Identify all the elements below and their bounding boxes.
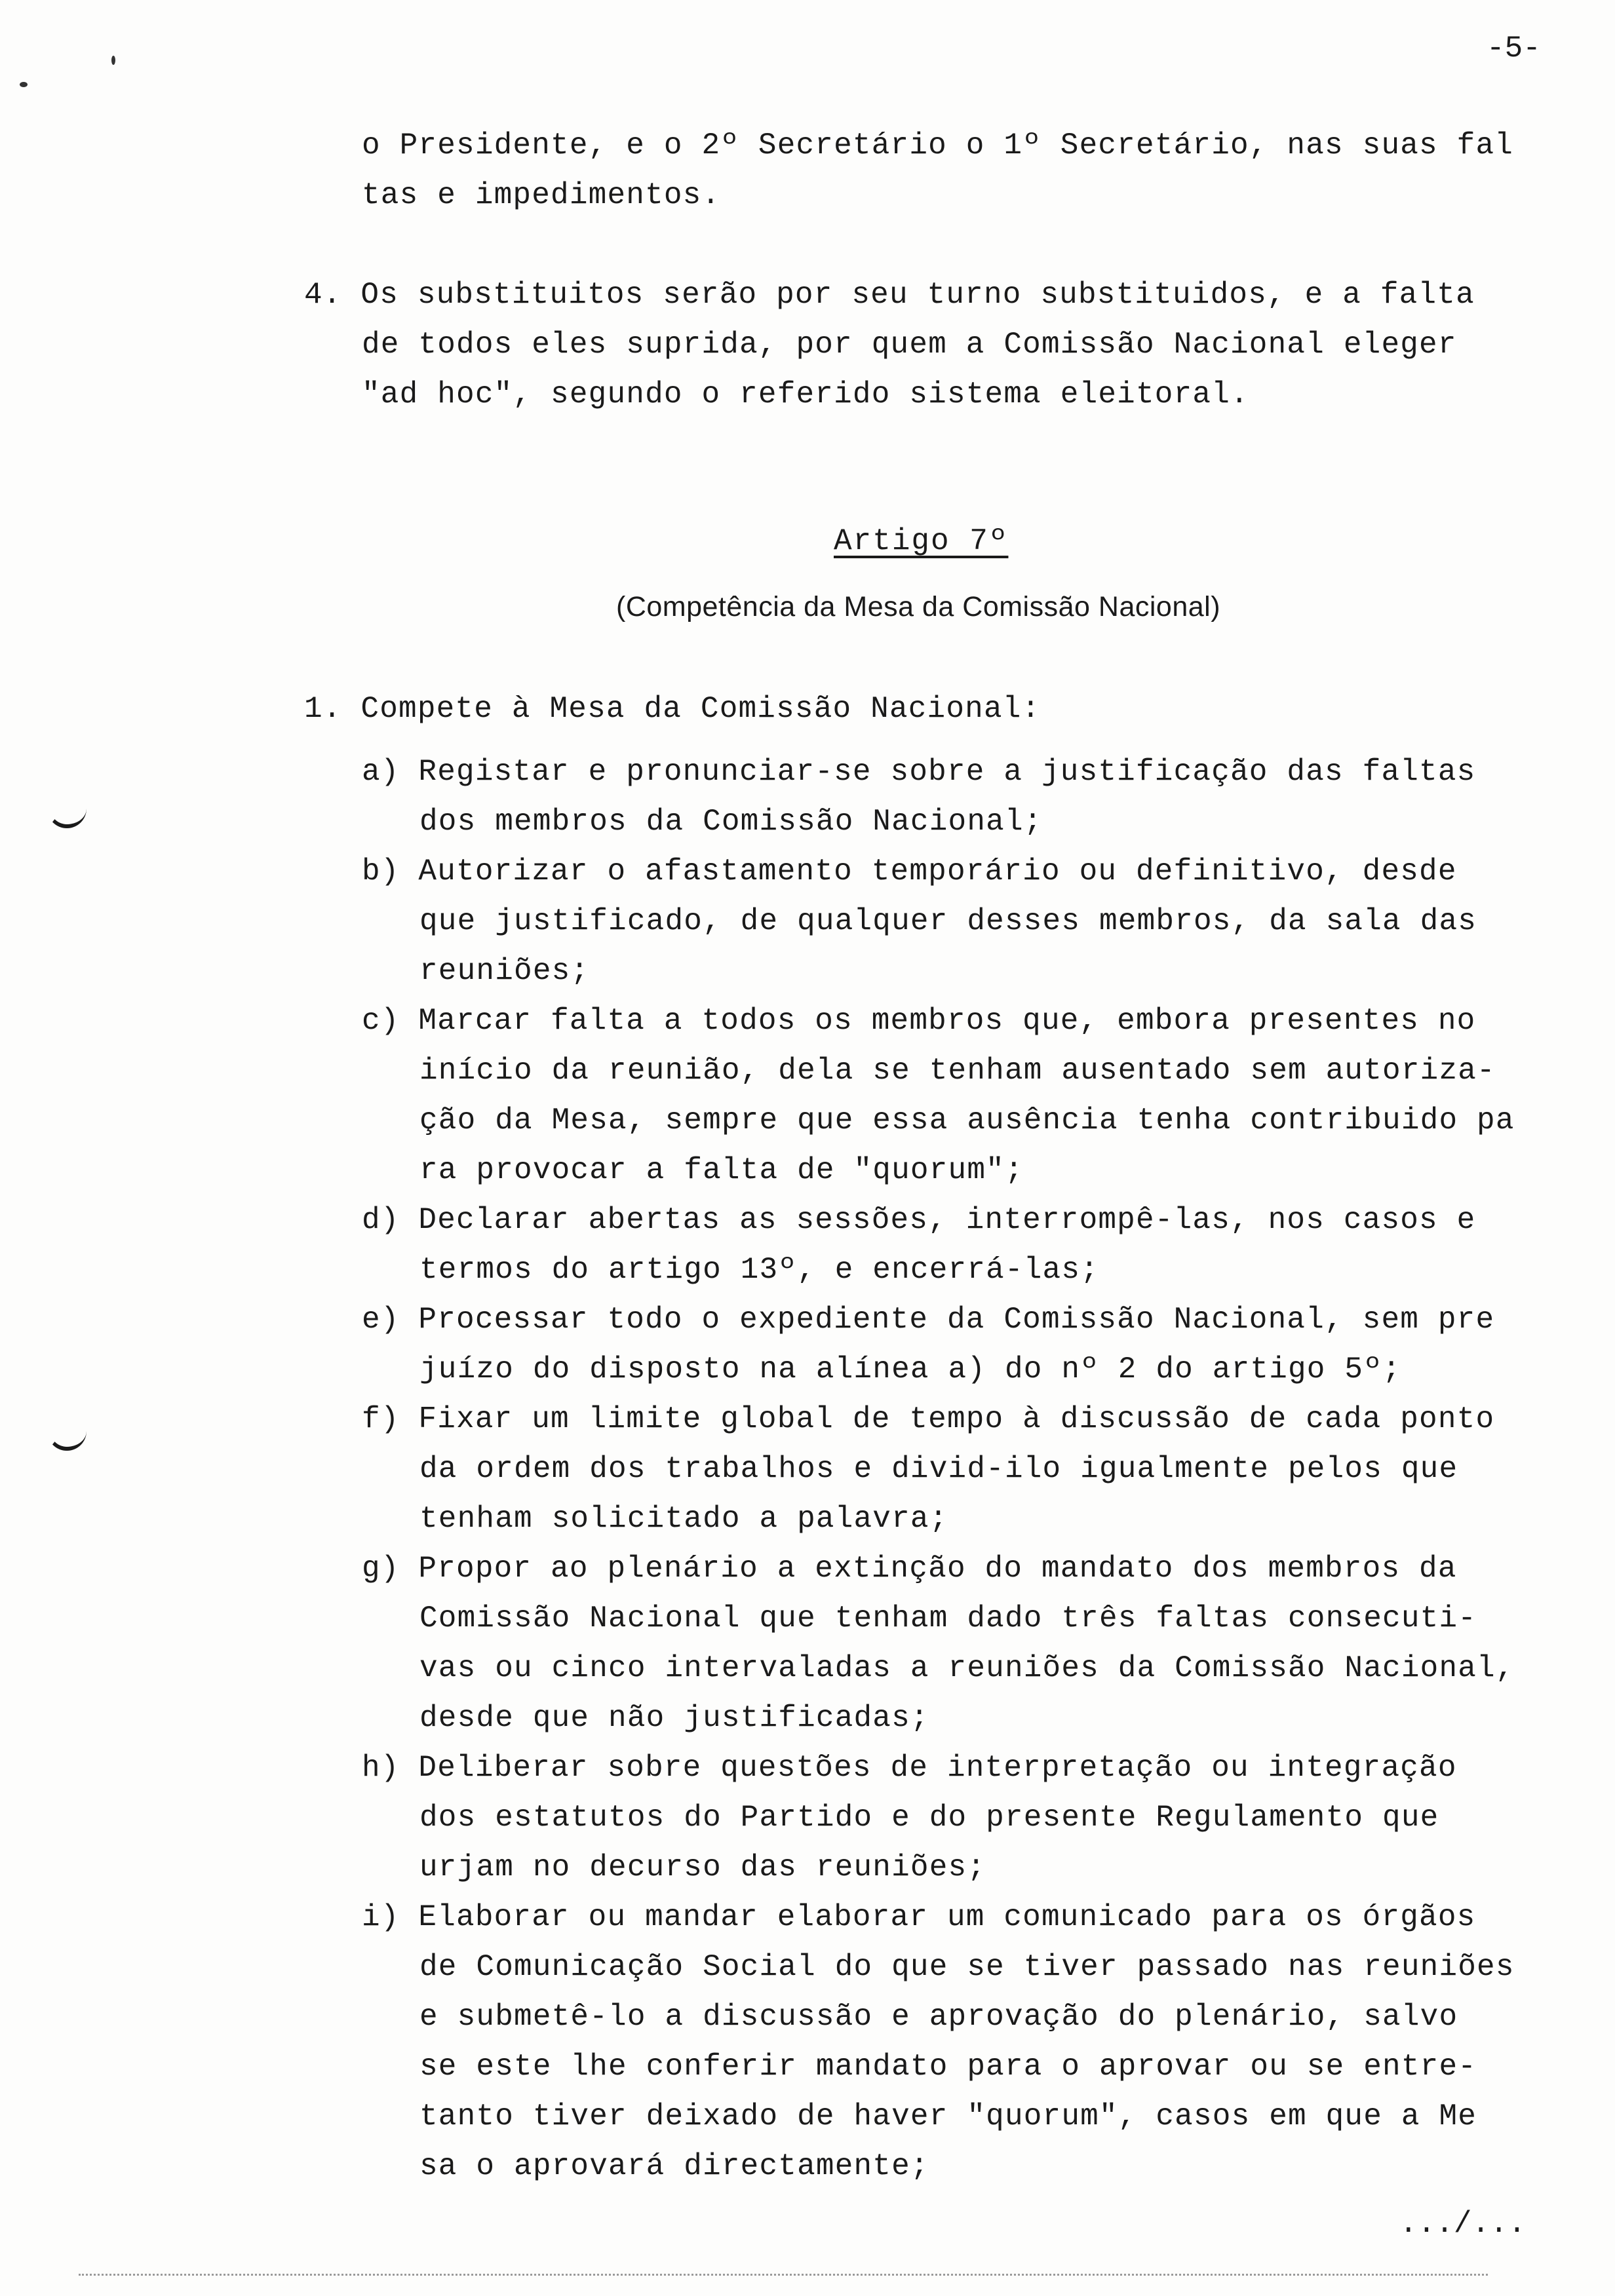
clause-intro: 1. Compete à Mesa da Comissão Nacional: (304, 692, 1041, 726)
text-line: "ad hoc", segundo o referido sistema eleitoral. (362, 377, 1249, 411)
text-line: de Comunicação Social do que se tiver passado nas reuniões (419, 1950, 1515, 1984)
text-line: c) Marcar falta a todos os membros que, embora presentes no (362, 1004, 1476, 1038)
text-line: tanto tiver deixado de haver "quorum", casos em que a Me (419, 2099, 1477, 2133)
text-line: início da reunião, dela se tenham ausentado sem autoriza- (419, 1054, 1496, 1088)
article-heading: Artigo 7º (834, 524, 1009, 558)
text-line: b) Autorizar o afastamento temporário ou definitivo, desde (362, 854, 1457, 889)
scan-speck (20, 82, 28, 87)
text-line: d) Declarar abertas as sessões, interrompê-las, nos casos e (362, 1203, 1476, 1237)
text-line: de todos eles suprida, por quem a Comissão Nacional eleger (362, 328, 1457, 362)
text-line: que justificado, de qualquer desses membros, da sala das (419, 904, 1477, 938)
text-line: reuniões; (419, 954, 590, 988)
text-line: a) Registar e pronunciar-se sobre a justificação das faltas (362, 755, 1476, 789)
text-line: tas e impedimentos. (362, 178, 721, 212)
scan-speck (111, 56, 115, 65)
scan-mark (47, 806, 87, 828)
text-line: ra provocar a falta de "quorum"; (419, 1153, 1024, 1187)
text-line: termos do artigo 13º, e encerrá-las; (419, 1253, 1099, 1287)
text-line: o Presidente, e o 2º Secretário o 1º Secretário, nas suas fal (362, 128, 1514, 163)
text-line: se este lhe conferir mandato para o aprovar ou se entre- (419, 2050, 1477, 2084)
article-subtitle: (Competência da Mesa da Comissão Nacional) (616, 591, 1221, 622)
text-line: f) Fixar um limite global de tempo à discussão de cada ponto (362, 1402, 1495, 1436)
text-line: i) Elaborar ou mandar elaborar um comunicado para os órgãos (362, 1900, 1476, 1934)
page-number: -5- (1487, 31, 1541, 66)
text-line: dos membros da Comissão Nacional; (419, 805, 1043, 839)
text-line: tenham solicitado a palavra; (419, 1502, 948, 1536)
text-line: da ordem dos trabalhos e divid-ilo igualmente pelos que (419, 1452, 1458, 1486)
text-line: e) Processar todo o expediente da Comissão Nacional, sem pre (362, 1303, 1495, 1337)
text-line: desde que não justificadas; (419, 1701, 929, 1735)
text-line: ção da Mesa, sempre que essa ausência tenha contribuido pa (419, 1103, 1515, 1138)
text-line: vas ou cinco intervaladas a reuniões da Comissão Nacional, (419, 1651, 1515, 1685)
text-line: g) Propor ao plenário a extinção do mandato dos membros da (362, 1552, 1457, 1586)
text-line: urjam no decurso das reuniões; (419, 1850, 986, 1885)
scan-mark (47, 1428, 87, 1451)
text-line: sa o aprovará directamente; (419, 2149, 929, 2183)
continues-marker: .../... (1399, 2207, 1527, 2241)
text-line: juízo do disposto na alínea a) do nº 2 do artigo 5º; (419, 1352, 1401, 1387)
text-line: dos estatutos do Partido e do presente Regulamento que (419, 1801, 1439, 1835)
page-edge (79, 2274, 1488, 2278)
text-line: Comissão Nacional que tenham dado três faltas consecuti- (419, 1601, 1477, 1636)
text-line: 4. Os substituitos serão por seu turno substituidos, e a falta (304, 278, 1475, 312)
text-line: e submetê-lo a discussão e aprovação do plenário, salvo (419, 2000, 1458, 2034)
text-line: h) Deliberar sobre questões de interpretação ou integração (362, 1751, 1457, 1785)
